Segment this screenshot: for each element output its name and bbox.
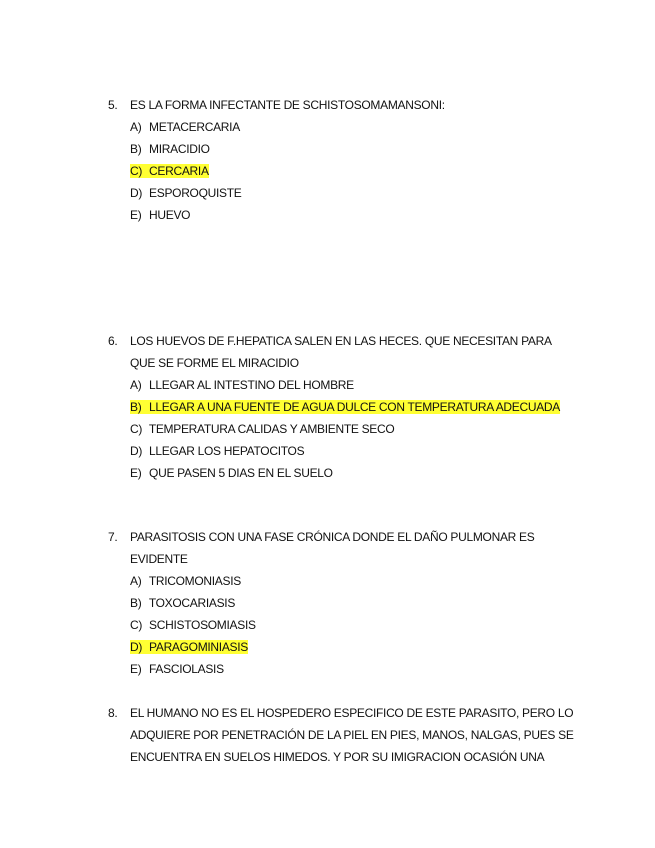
- option-text: PARAGOMINIASIS: [149, 640, 248, 654]
- option-letter: E): [130, 662, 142, 676]
- option-a: [130, 116, 578, 138]
- option-c: [130, 418, 578, 440]
- option-letter: D): [130, 640, 143, 654]
- option-c: [130, 614, 578, 636]
- question-text: ES LA FORMA INFECTANTE DE SCHISTOSOMAMANSONI:: [130, 98, 445, 112]
- option-e: [130, 204, 578, 226]
- question-number: 8.: [108, 706, 118, 720]
- question-stem: [108, 94, 578, 116]
- option-text: METACERCARIA: [149, 120, 240, 134]
- option-label: [130, 444, 304, 458]
- question-stem: [108, 330, 578, 374]
- option-letter: B): [130, 596, 142, 610]
- options-list: [130, 570, 578, 680]
- question-7: [108, 526, 578, 680]
- option-text: LLEGAR AL INTESTINO DEL HOMBRE: [149, 378, 354, 392]
- option-text: QUE PASEN 5 DIAS EN EL SUELO: [149, 466, 333, 480]
- option-text: HUEVO: [149, 208, 191, 222]
- options-list: [130, 374, 578, 484]
- question-8: [108, 702, 578, 768]
- question-6: [108, 330, 578, 484]
- question-text: EL HUMANO NO ES EL HOSPEDERO ESPECIFICO DE ESTE PARASITO, PERO LO ADQUIERE POR PENETRACIÓN DE LA PIEL EN PIES, MANOS, NALGAS, PUES SE ENCUENTRA EN SUELOS HIMEDOS. Y POR SU IMIGRACION OCASIÓN UNA: [130, 706, 574, 764]
- option-letter: A): [130, 120, 142, 134]
- option-letter: D): [130, 186, 143, 200]
- option-letter: D): [130, 444, 143, 458]
- option-letter: E): [130, 466, 142, 480]
- question-number: 5.: [108, 98, 118, 112]
- option-letter: C): [130, 618, 143, 632]
- option-d: [130, 440, 578, 462]
- highlighted-answer: [130, 164, 209, 178]
- option-d: [130, 636, 578, 658]
- option-label: [130, 120, 240, 134]
- option-label: [130, 142, 210, 156]
- option-b: [130, 396, 578, 418]
- option-b: [130, 592, 578, 614]
- option-letter: E): [130, 208, 142, 222]
- option-c: [130, 160, 578, 182]
- option-letter: A): [130, 378, 142, 392]
- question-stem: [108, 702, 578, 768]
- option-text: CERCARIA: [149, 164, 209, 178]
- option-text: TOXOCARIASIS: [148, 596, 236, 610]
- option-label: [130, 618, 256, 632]
- option-d: [130, 182, 578, 204]
- option-text: TRICOMONIASIS: [148, 574, 241, 588]
- option-text: TEMPERATURA CALIDAS Y AMBIENTE SECO: [148, 422, 395, 436]
- option-letter: C): [130, 164, 143, 178]
- option-a: [130, 374, 578, 396]
- option-label: [130, 186, 241, 200]
- option-label: [130, 422, 394, 436]
- option-label: [130, 596, 235, 610]
- option-b: [130, 138, 578, 160]
- option-letter: C): [130, 422, 143, 436]
- question-text: PARASITOSIS CON UNA FASE CRÓNICA DONDE EL DAÑO PULMONAR ES EVIDENTE: [130, 530, 535, 566]
- option-label: [130, 378, 354, 392]
- option-label: [130, 466, 333, 480]
- option-letter: A): [130, 574, 142, 588]
- option-text: LLEGAR A UNA FUENTE DE AGUA DULCE CON TEMPERATURA ADECUADA: [149, 400, 560, 414]
- question-number: 7.: [108, 530, 118, 544]
- question-5: [108, 94, 578, 226]
- option-text: ESPOROQUISTE: [149, 186, 242, 200]
- question-number: 6.: [108, 334, 118, 348]
- highlighted-answer: [130, 640, 248, 654]
- question-text: LOS HUEVOS DE F.HEPATICA SALEN EN LAS HECES. QUE NECESITAN PARA QUE SE FORME EL MIRACIDIO: [130, 334, 551, 370]
- option-label: [130, 574, 241, 588]
- option-label: [130, 208, 190, 222]
- option-e: [130, 658, 578, 680]
- option-label: [130, 662, 224, 676]
- question-stem: [108, 526, 578, 570]
- option-text: FASCIOLASIS: [149, 662, 224, 676]
- options-list: [130, 116, 578, 226]
- option-a: [130, 570, 578, 592]
- option-letter: B): [130, 400, 142, 414]
- option-text: LLEGAR LOS HEPATOCITOS: [149, 444, 305, 458]
- option-letter: B): [130, 142, 142, 156]
- option-e: [130, 462, 578, 484]
- option-text: SCHISTOSOMIASIS: [149, 618, 256, 632]
- option-text: MIRACIDIO: [149, 142, 210, 156]
- highlighted-answer: [130, 400, 560, 414]
